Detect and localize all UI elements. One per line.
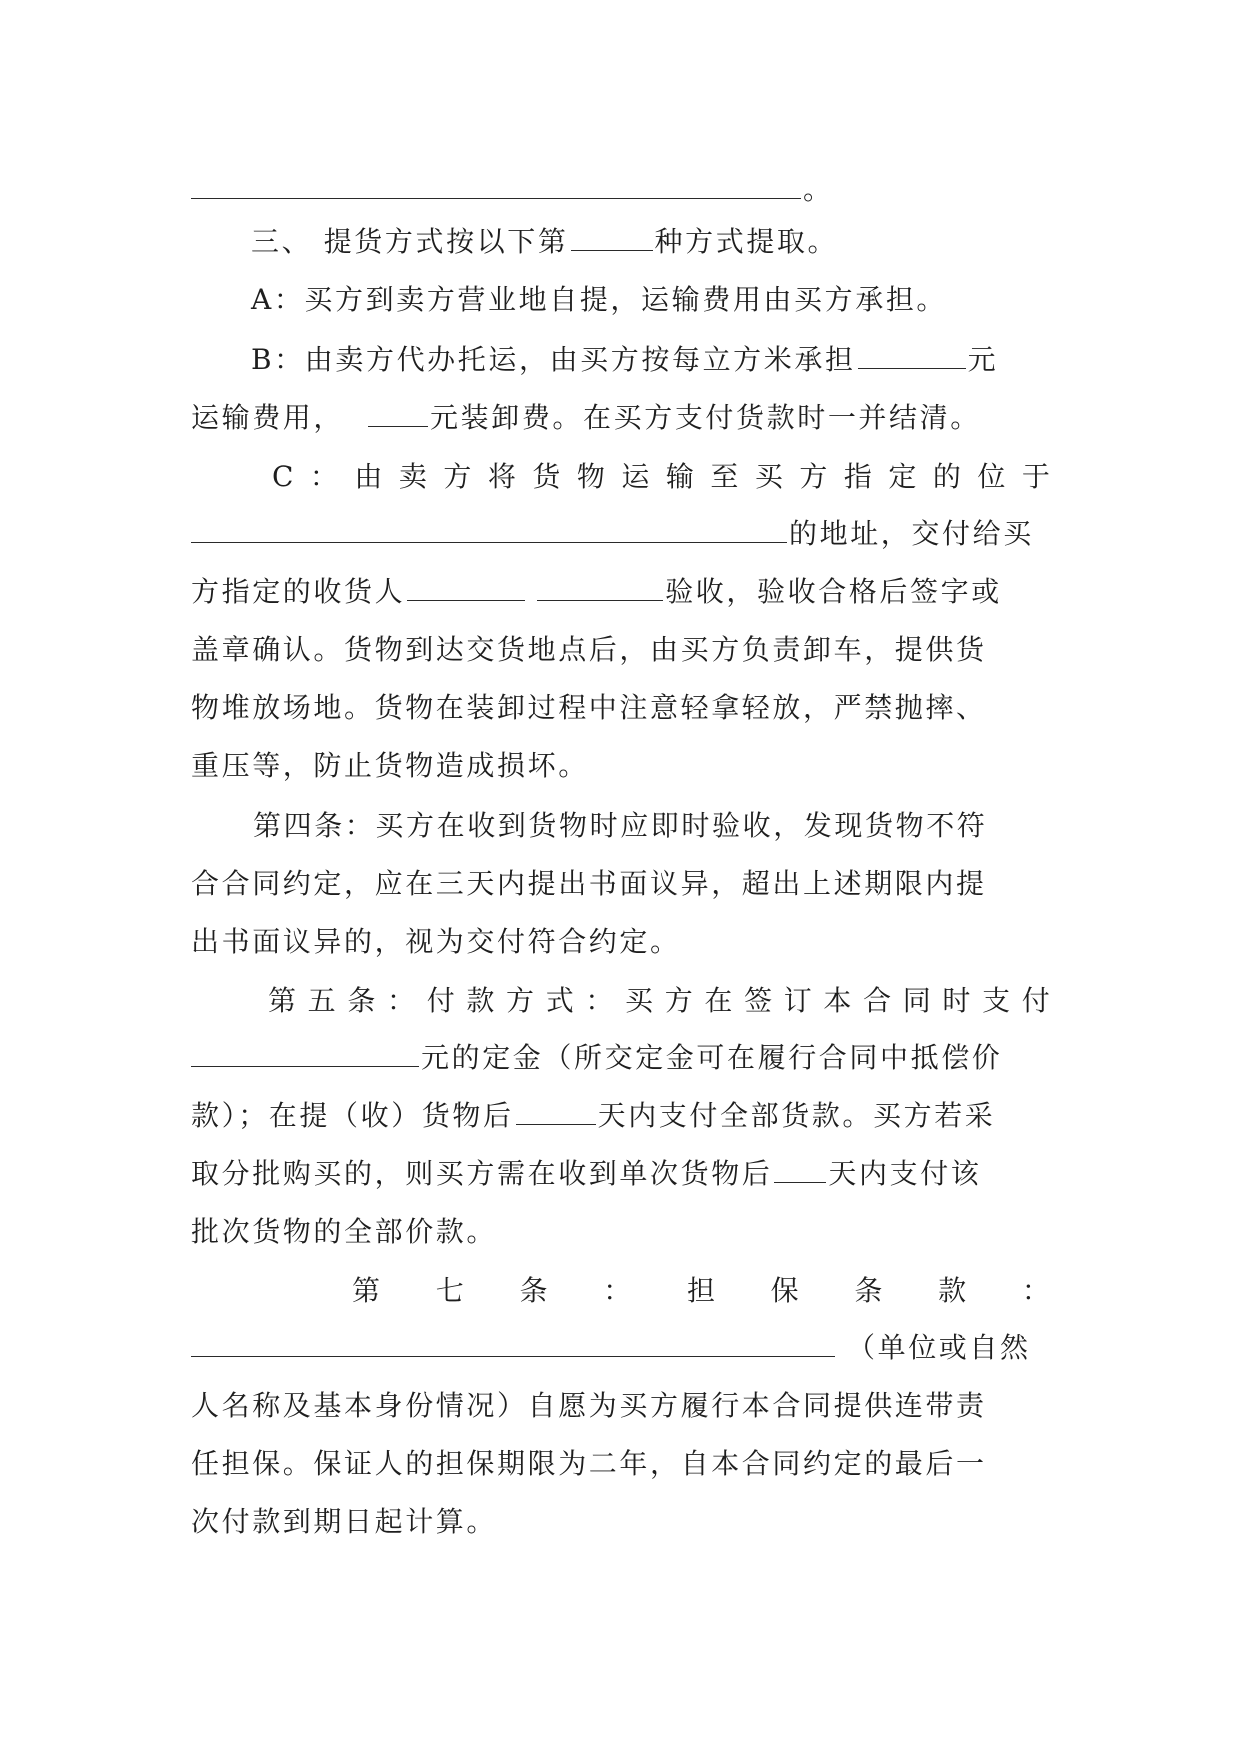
body-text: 任担保。保证人的担保期限为二年，自本合同约定的最后一 — [191, 1447, 987, 1480]
body-text: 物堆放场地。货物在装卸过程中注意轻拿轻放，严禁抛摔、 — [191, 691, 987, 724]
option-c — [272, 455, 1050, 499]
blank-field[interactable] — [191, 168, 801, 199]
spread-char: 款 — [938, 1274, 967, 1307]
spread-char: 式 — [545, 984, 574, 1017]
blank-delivery-address[interactable] — [191, 512, 787, 543]
clause-3-heading: 三、 提货方式按以下第 种方式提取。 — [191, 220, 1051, 264]
spread-char: ： — [1021, 1274, 1050, 1307]
body-text: 重压等，防止货物造成损坏。 — [191, 749, 589, 782]
blank-freight-price[interactable] — [858, 338, 966, 369]
blank-deposit-amount[interactable] — [191, 1036, 419, 1067]
spread-char: 方 — [664, 984, 693, 1017]
spread-char: ： — [309, 460, 338, 493]
spread-char: 支 — [982, 984, 1011, 1017]
spread-char: 第 — [268, 984, 297, 1017]
spread-char: 时 — [942, 984, 971, 1017]
blank-option-number[interactable] — [571, 220, 653, 251]
spread-char: 卖 — [398, 460, 427, 493]
spread-char: 付 — [426, 984, 455, 1017]
spread-char: 至 — [710, 460, 739, 493]
spread-char: 同 — [902, 984, 931, 1017]
spread-char: 七 — [435, 1274, 464, 1307]
option-a: A：买方到卖方营业地自提，运输费用由买方承担。 — [251, 283, 948, 316]
spread-char: 定 — [888, 460, 917, 493]
spread-char: ： — [585, 984, 614, 1017]
spread-char: 条 — [347, 984, 376, 1017]
spread-char: 物 — [576, 460, 605, 493]
body-text: 次付款到期日起计算。 — [191, 1505, 498, 1538]
spread-char: 位 — [977, 460, 1006, 493]
blank-receiver-1[interactable] — [407, 570, 525, 601]
blank-payment-days[interactable] — [516, 1094, 596, 1125]
spread-char: 担 — [686, 1274, 715, 1307]
spread-char: C — [272, 460, 294, 493]
spread-char: 订 — [783, 984, 812, 1017]
clause-4: 第四条：买方在收到货物时应即时验收，发现货物不符 — [253, 809, 988, 842]
clause-7-guarantor: （单位或自然 — [191, 1326, 1051, 1370]
spread-char: 条 — [519, 1274, 548, 1307]
spread-char: 于 — [1021, 460, 1050, 493]
blank-receiver-2[interactable] — [537, 570, 663, 601]
spread-char: 指 — [843, 460, 872, 493]
option-b-cont: 运输费用， 元装卸费。在买方支付货款时一并结清。 — [191, 396, 1051, 440]
spread-char: 由 — [354, 460, 383, 493]
spread-char: 方 — [506, 984, 535, 1017]
clause-5-days: 款）；在提（收）货物后 天内支付全部货款。买方若采 — [191, 1094, 1051, 1138]
body-text: 出书面议异的，视为交付符合约定。 — [191, 925, 681, 958]
spread-char: 的 — [932, 460, 961, 493]
spread-char: 条 — [854, 1274, 883, 1307]
body-text: 批次货物的全部价款。 — [191, 1215, 498, 1248]
option-c-address: 的地址，交付给买 — [191, 512, 1051, 556]
spread-char: 买 — [754, 460, 783, 493]
spread-char: 付 — [1021, 984, 1050, 1017]
clause-5 — [268, 979, 1050, 1023]
blank-guarantor[interactable] — [191, 1326, 835, 1357]
spread-char: 签 — [744, 984, 773, 1017]
spread-char: 运 — [621, 460, 650, 493]
spread-char: 合 — [863, 984, 892, 1017]
body-text: 盖章确认。货物到达交货地点后，由买方负责卸车，提供货 — [191, 633, 987, 666]
spread-char: 方 — [799, 460, 828, 493]
spread-char: 买 — [625, 984, 654, 1017]
blank-handling-fee[interactable] — [368, 396, 428, 427]
spread-char: 在 — [704, 984, 733, 1017]
spread-char: 五 — [307, 984, 336, 1017]
spread-char: 将 — [487, 460, 516, 493]
option-b: B：由卖方代办托运，由买方按每立方米承担 元 — [191, 338, 1051, 382]
line-blank-address-end: 。 — [191, 168, 1051, 212]
spread-char: ： — [603, 1274, 632, 1307]
clause-5-deposit: 元的定金（所交定金可在履行合同中抵偿价 — [191, 1036, 1051, 1080]
body-text: 人名称及基本身份情况）自愿为买方履行本合同提供连带责 — [191, 1389, 987, 1422]
body-text: 合合同约定，应在三天内提出书面议异，超出上述期限内提 — [191, 867, 987, 900]
spread-char: 款 — [466, 984, 495, 1017]
clause-7-heading — [352, 1269, 1050, 1313]
option-c-receiver: 方指定的收货人 验收，验收合格后签字或 — [191, 570, 1051, 614]
spread-char: 第 — [352, 1274, 381, 1307]
spread-char: ： — [387, 984, 416, 1017]
spread-char: 方 — [443, 460, 472, 493]
spread-char: 货 — [532, 460, 561, 493]
blank-batch-days[interactable] — [774, 1152, 826, 1183]
spread-char: 保 — [770, 1274, 799, 1307]
spread-char: 输 — [665, 460, 694, 493]
clause-5-batch: 取分批购买的，则买方需在收到单次货物后 天内支付该 — [191, 1152, 1051, 1196]
spread-char: 本 — [823, 984, 852, 1017]
